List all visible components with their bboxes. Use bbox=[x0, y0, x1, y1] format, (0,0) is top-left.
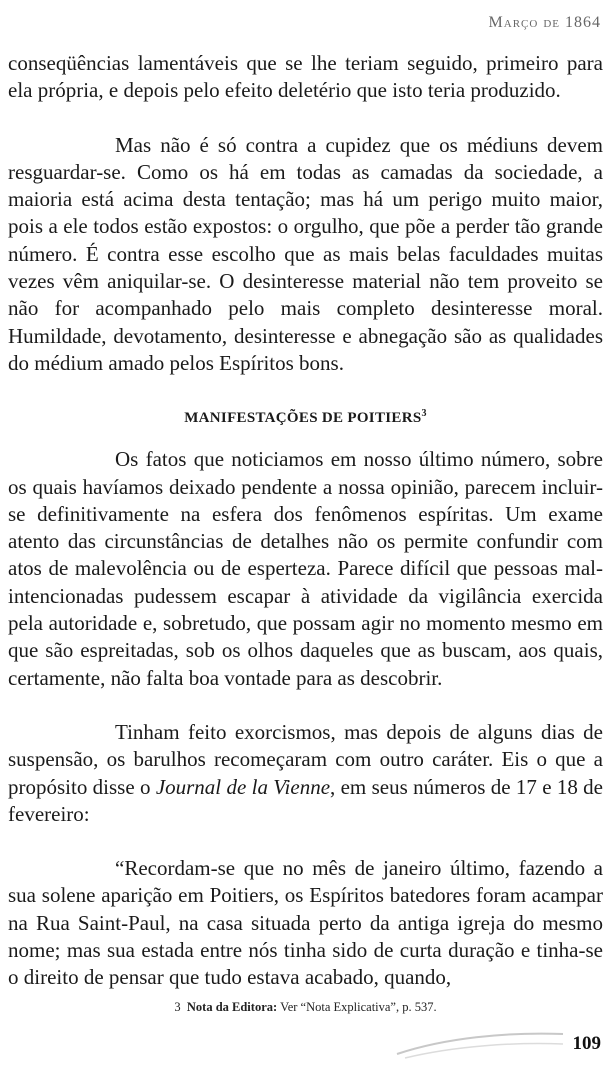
footnote-number: 3 bbox=[174, 1000, 181, 1014]
page-number: 109 bbox=[572, 1033, 601, 1054]
running-head: Março de 1864 bbox=[488, 14, 601, 31]
text-after: , em seus números de 17 e 18 de fevereiro: bbox=[8, 774, 603, 826]
text-before: Tinham feito exorcismos, mas depois de alguns dias de suspensão, os barulhos recomeçaram com outro caráter. Eis o que a propósito disse o bbox=[8, 719, 603, 799]
section-title-text: MANIFESTAÇÕES DE POITIERS bbox=[184, 410, 422, 427]
footnote-ref: 3 bbox=[421, 408, 427, 420]
journal-name: Journal de la Vienne bbox=[155, 774, 331, 799]
section-title bbox=[8, 404, 603, 428]
page-body bbox=[8, 50, 603, 1019]
paragraph-exorcisms bbox=[8, 719, 603, 828]
paragraph-facts: Os fatos que noticiamos em nosso último número, sobre os quais havíamos deixado pendente a nossa opinião, parecem incluir-se definitivamente na esfera dos fenômenos espíritas. Um exame atento das circunstâncias de detalhes não os permite confundir com atos de malevolência ou de esperteza. Parece difícil que pessoas mal-intencionadas pudessem escapar à atividade da vigilância exercida pela autoridade e, sobretudo, que possam agir no momento mesmo em que são espreitadas, sob os olhos daqueles que as buscam, aos quais, certamente, não falta boa vontade para as descobrir. bbox=[8, 447, 603, 690]
footnote-label: Nota da Editora: bbox=[186, 1000, 278, 1014]
paragraph-continuation: conseqüências lamentáveis que se lhe teriam seguido, primeiro para ela própria, e depois pelo efeito deletério que isto teria produzido. bbox=[8, 51, 603, 103]
footnote bbox=[0, 1000, 611, 1015]
paragraph-mediums: Mas não é só contra a cupidez que os médiuns devem resguardar-se. Como os há em todas as camadas da sociedade, a maioria está acima desta tentação; mas há um perigo muito maior, pois a ele todos estão expostos: o orgulho, que põe a perder tão grande número. É contra esse escolho que as mais belas faculdades muitas vezes vêm aniquilar-se. O desinteresse material não tem proveito se não for acompanhado pelo mais completo desinteresse moral. Humildade, devotamento, desinteresse e abnegação são as qualidades do médium amado pelos Espíritos bons. bbox=[8, 132, 603, 375]
footnote-text: Ver “Nota Explicativa”, p. 537. bbox=[280, 1000, 437, 1014]
paragraph-quote: “Recordam-se que no mês de janeiro último, fazendo a sua solene aparição em Poitiers, os Espíritos batedores foram acampar na Rua Saint-Paul, na casa situada perto da antiga igreja do mesmo nome; mas sua estada entre nós tinha sido de curta duração e tinha-se o direito de pensar que tudo estava acabado, quando, bbox=[8, 856, 603, 990]
page-ornament-icon bbox=[395, 1028, 565, 1062]
